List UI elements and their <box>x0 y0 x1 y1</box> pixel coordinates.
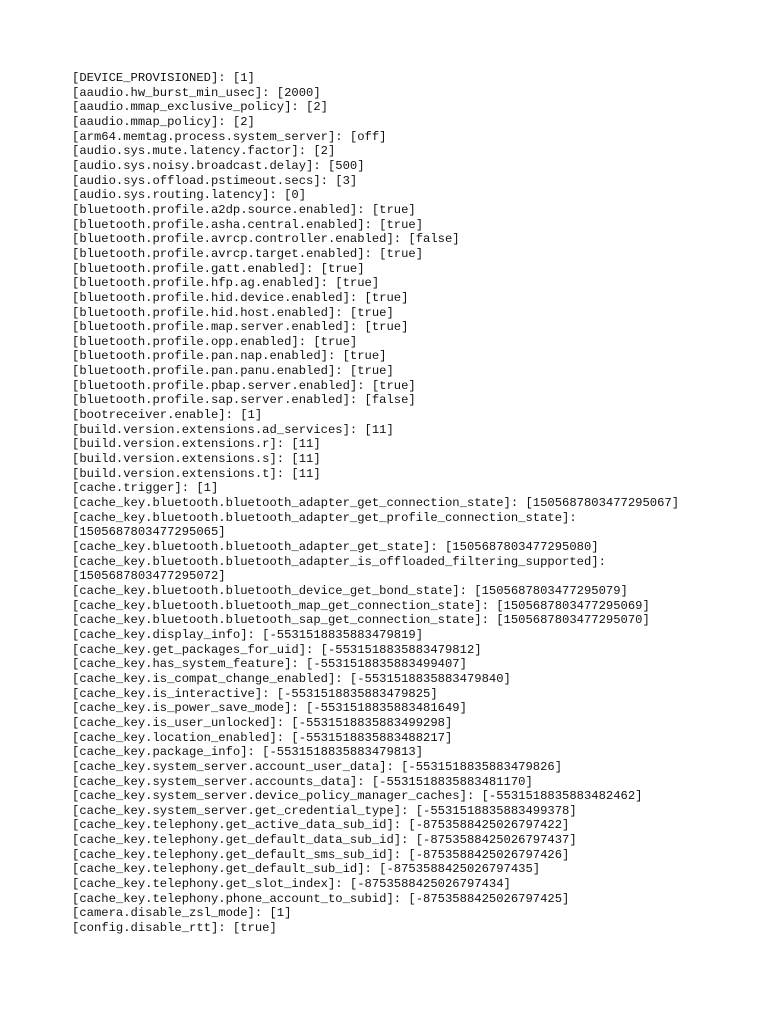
property-line: [cache_key.telephony.get_default_sub_id]: [-8753588425026797435] <box>72 862 541 877</box>
property-line: [cache_key.bluetooth.bluetooth_adapter_is_offloaded_filtering_supported]: <box>72 554 606 569</box>
property-line: [cache_key.telephony.get_active_data_sub_id]: [-8753588425026797422] <box>72 818 570 833</box>
property-line: [bluetooth.profile.hfp.ag.enabled]: [true] <box>72 276 380 291</box>
property-line: [cache_key.location_enabled]: [-5531518835883488217] <box>72 730 453 745</box>
property-line: [cache_key.bluetooth.bluetooth_adapter_get_state]: [1505687803477295080] <box>72 540 599 554</box>
property-line: [cache_key.system_server.get_credential_type]: [-5531518835883499378] <box>72 803 577 818</box>
property-line: [cache_key.bluetooth.bluetooth_sap_get_connection_state]: [1505687803477295070] <box>72 613 650 628</box>
property-line: [camera.disable_zsl_mode]: [1] <box>72 906 292 921</box>
property-line: [bluetooth.profile.opp.enabled]: [true] <box>72 334 358 349</box>
property-line: [build.version.extensions.r]: [11] <box>72 437 321 452</box>
property-listing <box>72 71 752 936</box>
property-line: [cache_key.system_server.accounts_data]: [-5531518835883481170] <box>72 774 533 789</box>
property-line: [build.version.extensions.t]: [11] <box>72 466 321 481</box>
property-line: [build.version.extensions.ad_services]: [11] <box>72 422 394 437</box>
property-line: [bluetooth.profile.gatt.enabled]: [true] <box>72 261 365 276</box>
property-line: [cache_key.is_interactive]: [-5531518835883479825] <box>72 686 438 701</box>
property-line: [bluetooth.profile.pan.nap.enabled]: [true] <box>72 349 387 364</box>
property-line: [cache_key.telephony.phone_account_to_subid]: [-8753588425026797425] <box>72 891 570 906</box>
property-line: [cache_key.package_info]: [-5531518835883479813] <box>72 745 424 760</box>
property-line: [cache_key.telephony.get_default_data_sub_id]: [-8753588425026797437] <box>72 833 577 848</box>
property-line: [bluetooth.profile.a2dp.source.enabled]: [true] <box>72 202 416 217</box>
property-line: [audio.sys.offload.pstimeout.secs]: [3] <box>72 173 358 188</box>
property-line: [cache_key.system_server.device_policy_manager_caches]: [-5531518835883482462] <box>72 789 643 804</box>
property-line: [bluetooth.profile.hid.device.enabled]: [true] <box>72 290 409 305</box>
property-line: [DEVICE_PROVISIONED]: [1] <box>72 71 255 85</box>
property-line: [bluetooth.profile.asha.central.enabled]: [true] <box>72 217 424 232</box>
property-line: [cache_key.has_system_feature]: [-5531518835883499407] <box>72 657 467 672</box>
property-line: [cache_key.is_compat_change_enabled]: [-5531518835883479840] <box>72 671 511 686</box>
property-line: [cache_key.is_power_save_mode]: [-5531518835883481649] <box>72 701 467 716</box>
property-line: [aaudio.mmap_exclusive_policy]: [2] <box>72 100 328 115</box>
property-line: [1505687803477295072] <box>72 569 226 584</box>
property-line: [audio.sys.mute.latency.factor]: [2] <box>72 144 336 159</box>
property-line: [cache_key.get_packages_for_uid]: [-5531518835883479812] <box>72 642 482 657</box>
property-line: [bluetooth.profile.sap.server.enabled]: [false] <box>72 393 416 408</box>
property-line: [bluetooth.profile.map.server.enabled]: [true] <box>72 320 409 335</box>
property-line: [cache_key.bluetooth.bluetooth_device_get_bond_state]: [1505687803477295079] <box>72 583 628 598</box>
property-line: [arm64.memtag.process.system_server]: [off] <box>72 129 387 144</box>
property-line: [bluetooth.profile.pbap.server.enabled]: [true] <box>72 378 416 393</box>
property-line: [cache_key.telephony.get_slot_index]: [-8753588425026797434] <box>72 877 511 892</box>
property-line: [config.disable_rtt]: [true] <box>72 921 277 936</box>
property-line: [1505687803477295065] <box>72 525 226 540</box>
property-line: [cache_key.telephony.get_default_sms_sub_id]: [-8753588425026797426] <box>72 847 570 862</box>
property-line: [aaudio.hw_burst_min_usec]: [2000] <box>72 85 321 100</box>
property-line: [bluetooth.profile.avrcp.controller.enabled]: [false] <box>72 232 460 247</box>
property-line: [cache_key.bluetooth.bluetooth_adapter_get_profile_connection_state]: <box>72 510 577 525</box>
property-line: [cache_key.display_info]: [-5531518835883479819] <box>72 627 424 642</box>
property-line: [bluetooth.profile.pan.panu.enabled]: [true] <box>72 364 394 379</box>
property-line: [cache_key.bluetooth.bluetooth_adapter_get_connection_state]: [1505687803477295067] <box>72 496 680 511</box>
property-line: [cache_key.bluetooth.bluetooth_map_get_connection_state]: [1505687803477295069] <box>72 598 650 613</box>
property-line: [audio.sys.noisy.broadcast.delay]: [500] <box>72 158 365 173</box>
property-line: [aaudio.mmap_policy]: [2] <box>72 114 255 129</box>
property-line: [cache_key.system_server.account_user_data]: [-5531518835883479826] <box>72 759 563 774</box>
property-line: [cache_key.is_user_unlocked]: [-5531518835883499298] <box>72 715 453 730</box>
property-line: [bootreceiver.enable]: [1] <box>72 408 263 423</box>
property-line: [cache.trigger]: [1] <box>72 481 219 496</box>
property-line: [bluetooth.profile.avrcp.target.enabled]: [true] <box>72 246 424 261</box>
property-line: [bluetooth.profile.hid.host.enabled]: [true] <box>72 305 394 320</box>
property-line: [build.version.extensions.s]: [11] <box>72 452 321 467</box>
property-line: [audio.sys.routing.latency]: [0] <box>72 188 307 203</box>
